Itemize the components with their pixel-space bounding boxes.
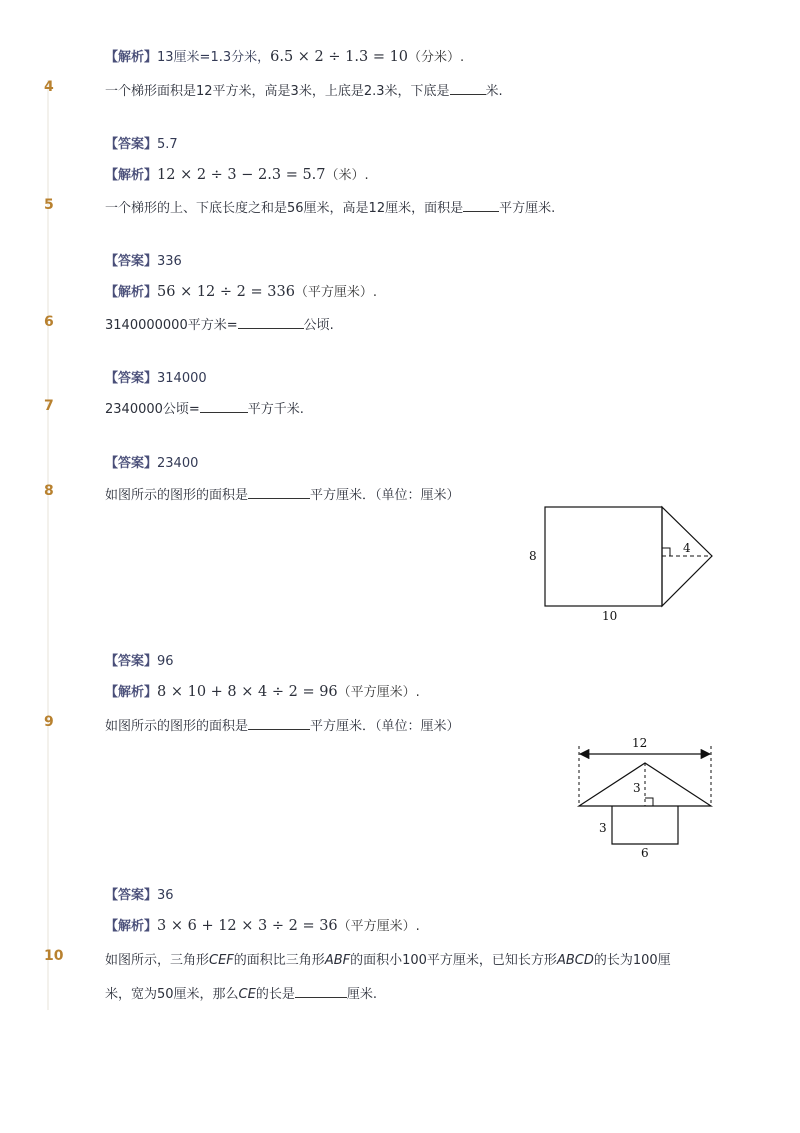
answer-label: 【答案】 xyxy=(105,654,158,669)
question-text-b: 平方厘米．（单位：厘米） xyxy=(310,488,460,503)
analysis-label: 【解析】 xyxy=(105,285,158,300)
analysis-math: 56 × 12 ÷ 2 = 336 xyxy=(157,284,295,300)
analysis-label: 【解析】 xyxy=(105,919,158,934)
question-text-line2 xyxy=(105,983,377,1002)
question-text-b: 平方厘米. xyxy=(499,201,556,216)
analysis-line xyxy=(105,164,369,183)
question-text-a: 一个梯形面积是12平方米，高是3米，上底是2.3米，下底是 xyxy=(105,84,450,99)
answer-line xyxy=(105,367,207,386)
answer-label: 【答案】 xyxy=(105,888,158,903)
analysis-label: 【解析】 xyxy=(105,685,158,700)
answer-blank[interactable] xyxy=(248,717,310,730)
question-text xyxy=(105,197,555,216)
analysis-unit: （平方厘米）. xyxy=(337,685,420,700)
question-text xyxy=(105,80,503,99)
text-segment: 如图所示，三角形 xyxy=(105,953,210,968)
label-side-8: 8 xyxy=(529,549,537,563)
answer-value: 23400 xyxy=(157,456,199,471)
rectangle-shape xyxy=(545,507,662,606)
label-height-4: 4 xyxy=(683,541,691,555)
question-text xyxy=(105,715,460,734)
analysis-unit: （米）. xyxy=(325,168,369,183)
answer-line xyxy=(105,452,198,471)
question-text-a: 如图所示的图形的面积是 xyxy=(105,719,249,734)
answer-label: 【答案】 xyxy=(105,456,158,471)
analysis-unit: （平方厘米）. xyxy=(294,285,378,300)
analysis-prefix: 13厘米=1.3分米， xyxy=(157,50,271,65)
answer-blank[interactable] xyxy=(248,486,310,499)
analysis-label: 【解析】 xyxy=(105,168,158,183)
side-rule xyxy=(47,80,49,1010)
answer-blank[interactable] xyxy=(450,82,486,95)
answer-blank[interactable] xyxy=(463,199,499,212)
analysis-label: 【解析】 xyxy=(105,50,158,65)
answer-value: 336 xyxy=(157,254,182,269)
text-segment: 米，宽为50厘米，那么 xyxy=(105,987,239,1002)
question-number: 8 xyxy=(44,483,54,499)
answer-line xyxy=(105,650,174,669)
text-segment: 的面积比三角形 xyxy=(233,953,325,968)
question-number: 6 xyxy=(44,314,54,330)
question-text-a: 一个梯形的上、下底长度之和是56厘米，高是12厘米，面积是 xyxy=(105,201,464,216)
question-text-a: 如图所示的图形的面积是 xyxy=(105,488,249,503)
triangle-abf-label: ABF xyxy=(324,953,351,968)
analysis-math: 3 × 6 + 12 × 3 ÷ 2 = 36 xyxy=(157,918,338,934)
analysis-math: 12 × 2 ÷ 3 − 2.3 = 5.7 xyxy=(157,167,326,183)
answer-value: 5.7 xyxy=(157,137,178,152)
question-text xyxy=(105,314,334,333)
question-number: 9 xyxy=(44,714,54,730)
answer-value: 314000 xyxy=(157,371,207,386)
answer-blank[interactable] xyxy=(295,985,347,998)
text-segment: 厘米. xyxy=(346,987,377,1002)
text-segment: 的长是 xyxy=(255,987,295,1002)
question-text-b: 平方千米. xyxy=(247,402,304,417)
answer-value: 96 xyxy=(157,654,174,669)
question-number: 10 xyxy=(44,948,64,964)
answer-blank[interactable] xyxy=(238,316,304,329)
text-segment: 的长为100厘 xyxy=(593,953,671,968)
analysis-unit: （平方厘米）. xyxy=(337,919,420,934)
question-text xyxy=(105,398,304,417)
figure-arrow-shape xyxy=(570,732,720,862)
question-text-b: 公顷. xyxy=(303,318,334,333)
question-text-b: 平方厘米．（单位：厘米） xyxy=(310,719,460,734)
right-angle-mark xyxy=(662,548,670,556)
analysis-math: 6.5 × 2 ÷ 1.3 = 10 xyxy=(270,49,409,65)
label-side-10: 10 xyxy=(602,609,618,623)
answer-label: 【答案】 xyxy=(105,137,158,152)
rectangle-abcd-label: ABCD xyxy=(556,953,594,968)
question-text xyxy=(105,484,460,503)
label-height-3: 3 xyxy=(633,781,641,795)
answer-line xyxy=(105,133,178,152)
question-text-a: 2340000公顷= xyxy=(105,402,200,417)
label-width-12: 12 xyxy=(632,736,648,750)
top-analysis xyxy=(105,46,464,65)
question-text-b: 米. xyxy=(485,84,503,99)
analysis-unit: （分米）. xyxy=(408,50,465,65)
rectangle-shape xyxy=(612,806,678,844)
answer-line xyxy=(105,884,174,903)
question-text-line1 xyxy=(105,949,671,968)
label-side-3: 3 xyxy=(599,821,607,835)
answer-label: 【答案】 xyxy=(105,371,158,386)
figure-rectangle-with-triangle xyxy=(520,500,720,630)
question-number: 5 xyxy=(44,197,54,213)
question-number: 7 xyxy=(44,398,54,414)
triangle-cef-label: CEF xyxy=(209,953,234,968)
label-side-6: 6 xyxy=(641,846,649,860)
analysis-line xyxy=(105,915,420,934)
analysis-line xyxy=(105,281,377,300)
answer-label: 【答案】 xyxy=(105,254,158,269)
question-number: 4 xyxy=(44,79,54,95)
question-text-a: 3140000000平方米= xyxy=(105,318,238,333)
answer-line xyxy=(105,250,182,269)
analysis-math: 8 × 10 + 8 × 4 ÷ 2 = 96 xyxy=(157,684,338,700)
answer-blank[interactable] xyxy=(200,400,248,413)
answer-value: 36 xyxy=(157,888,174,903)
segment-ce-label: CE xyxy=(238,987,256,1002)
text-segment: 的面积小100平方厘米，已知长方形 xyxy=(350,953,557,968)
right-angle-mark xyxy=(645,798,653,806)
analysis-line xyxy=(105,681,420,700)
